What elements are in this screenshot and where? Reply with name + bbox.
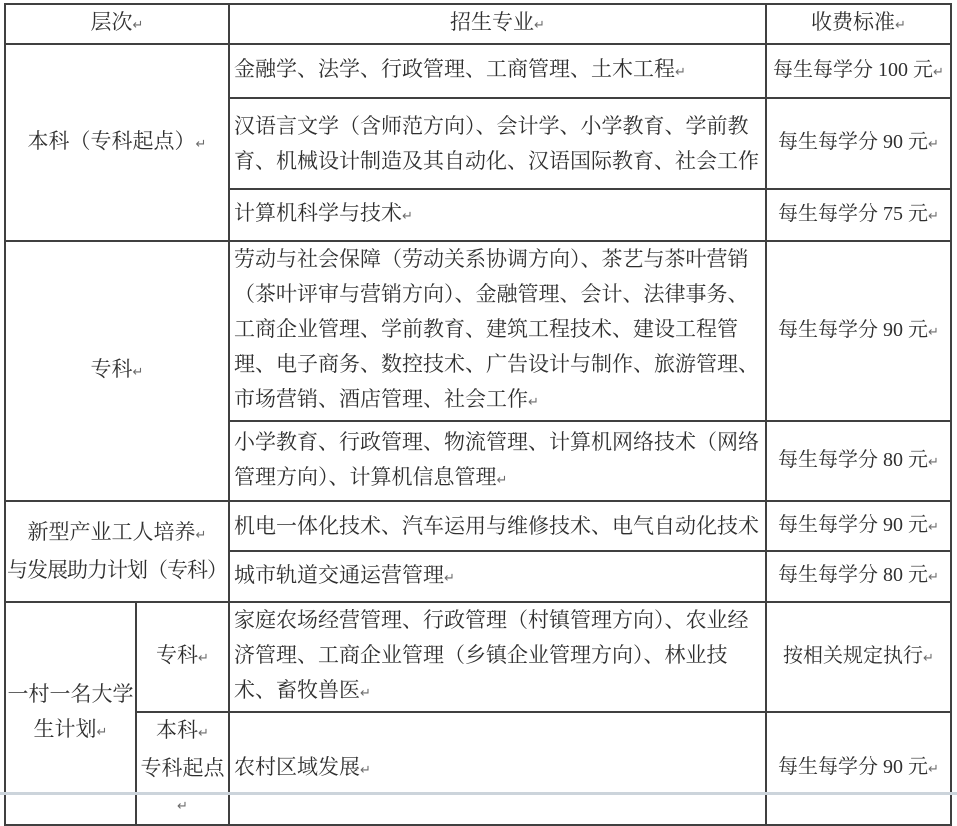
majors-text: 家庭农场经营管理、行政管理（村镇管理方向）、农业经济管理、工商企业管理（乡镇企业管理方向）、林业技术、畜牧兽医 [234,608,749,702]
sublevel-cell-benke [136,712,229,825]
level-cell-xinxing [5,501,229,602]
header-level-label: 层次 [90,10,133,34]
sublevel-label-line2: 专科起点 [140,756,225,780]
return-mark-icon: ↵ [132,18,144,33]
fee-cell [766,602,951,712]
fee-cell [766,98,951,189]
fee-cell [766,712,951,825]
majors-cell [229,421,766,501]
return-mark-icon: ↵ [528,395,539,410]
level-label-line2: 与发展助力计划（专科） [7,558,227,582]
fee-text: 每生每学分 100 元 [773,58,934,81]
table-row [5,241,951,421]
sublevel-label: 专科 [156,643,199,667]
level-label: 一村一名大学生计划 [7,682,134,741]
fee-cell [766,551,951,602]
return-mark-icon: ↵ [928,570,939,585]
majors-text: 机电一体化技术、汽车运用与维修技术、电气自动化技术 [234,513,759,538]
majors-text: 小学教育、行政管理、物流管理、计算机网络技术（网络管理方向）、计算机信息管理 [234,429,759,489]
return-mark-icon: ↵ [928,137,939,152]
page-bottom-divider [0,792,957,795]
fee-cell [766,501,951,551]
table-row [5,501,951,551]
fee-text: 每生每学分 80 元 [778,564,929,586]
return-mark-icon: ↵ [928,762,939,777]
header-majors-label: 招生专业 [450,10,535,34]
majors-cell [229,551,766,602]
level-cell-benke [5,44,229,241]
fee-cell [766,421,951,501]
majors-cell [229,712,766,825]
table-row [5,44,951,98]
return-mark-icon: ↵ [96,725,108,740]
fee-text: 每生每学分 90 元 [778,756,929,778]
tuition-fee-table [4,3,952,826]
return-mark-icon: ↵ [933,64,944,80]
majors-cell [229,501,766,551]
table-row [5,712,951,825]
majors-cell [229,98,766,189]
table-row [5,602,951,712]
sublevel-cell-zhuanke [136,602,229,712]
fee-cell [766,189,951,241]
fee-cell [766,241,951,421]
fee-text: 每生每学分 90 元 [778,318,929,341]
return-mark-icon: ↵ [928,208,939,224]
majors-cell [229,602,766,712]
return-mark-icon: ↵ [675,65,686,80]
return-mark-icon: ↵ [402,209,413,224]
header-row [5,4,951,44]
level-label: 本科（专科起点） [27,128,196,153]
header-fee-cell [766,4,951,44]
majors-text: 汉语言文学（含师范方向）、会计学、小学教育、学前教育、机械设计制造及其自动化、汉语国际教育、社会工作 [234,113,759,173]
return-mark-icon: ↵ [360,762,371,778]
level-label: 专科 [90,357,133,381]
return-mark-icon: ↵ [895,18,906,33]
majors-cell [229,189,766,241]
majors-text: 金融学、法学、行政管理、工商管理、土木工程 [234,57,675,81]
fee-text: 按相关规定执行 [783,644,924,667]
return-mark-icon: ↵ [360,686,371,701]
return-mark-icon: ↵ [928,519,939,535]
return-mark-icon: ↵ [923,650,934,666]
return-mark-icon: ↵ [534,18,545,33]
fee-text: 每生每学分 80 元 [778,448,929,471]
majors-text: 城市轨道交通运营管理 [234,562,444,587]
header-level-cell [5,4,229,44]
fee-text: 每生每学分 90 元 [778,131,929,153]
return-mark-icon: ↵ [444,570,455,586]
return-mark-icon: ↵ [195,528,207,543]
majors-text: 计算机科学与技术 [234,201,402,225]
majors-cell [229,44,766,98]
return-mark-icon: ↵ [177,799,188,814]
fee-text: 每生每学分 90 元 [778,513,929,536]
majors-cell [229,241,766,421]
level-cell-zhuanke [5,241,229,501]
return-mark-icon: ↵ [928,324,939,340]
fee-text: 每生每学分 75 元 [778,202,929,225]
return-mark-icon: ↵ [496,472,508,488]
header-majors-cell [229,4,766,44]
sublevel-label-line1: 本科 [156,718,199,742]
fee-cell [766,44,951,98]
return-mark-icon: ↵ [198,651,209,666]
header-fee-label: 收费标准 [811,10,896,34]
level-label-line1: 新型产业工人培养 [27,520,196,544]
majors-text: 农村区域发展 [234,754,360,779]
majors-text: 劳动与社会保障（劳动关系协调方向）、茶艺与茶叶营销（茶叶评审与营销方向）、金融管理、会计、法律事务、工商企业管理、学前教育、建筑工程技术、建设工程管理、电子商务、数控技术、广告设计与制作、旅游管理、市场营销、酒店管理、社会工作 [234,247,759,411]
return-mark-icon: ↵ [132,365,144,380]
return-mark-icon: ↵ [198,726,209,741]
return-mark-icon: ↵ [195,136,207,152]
return-mark-icon: ↵ [928,454,939,470]
